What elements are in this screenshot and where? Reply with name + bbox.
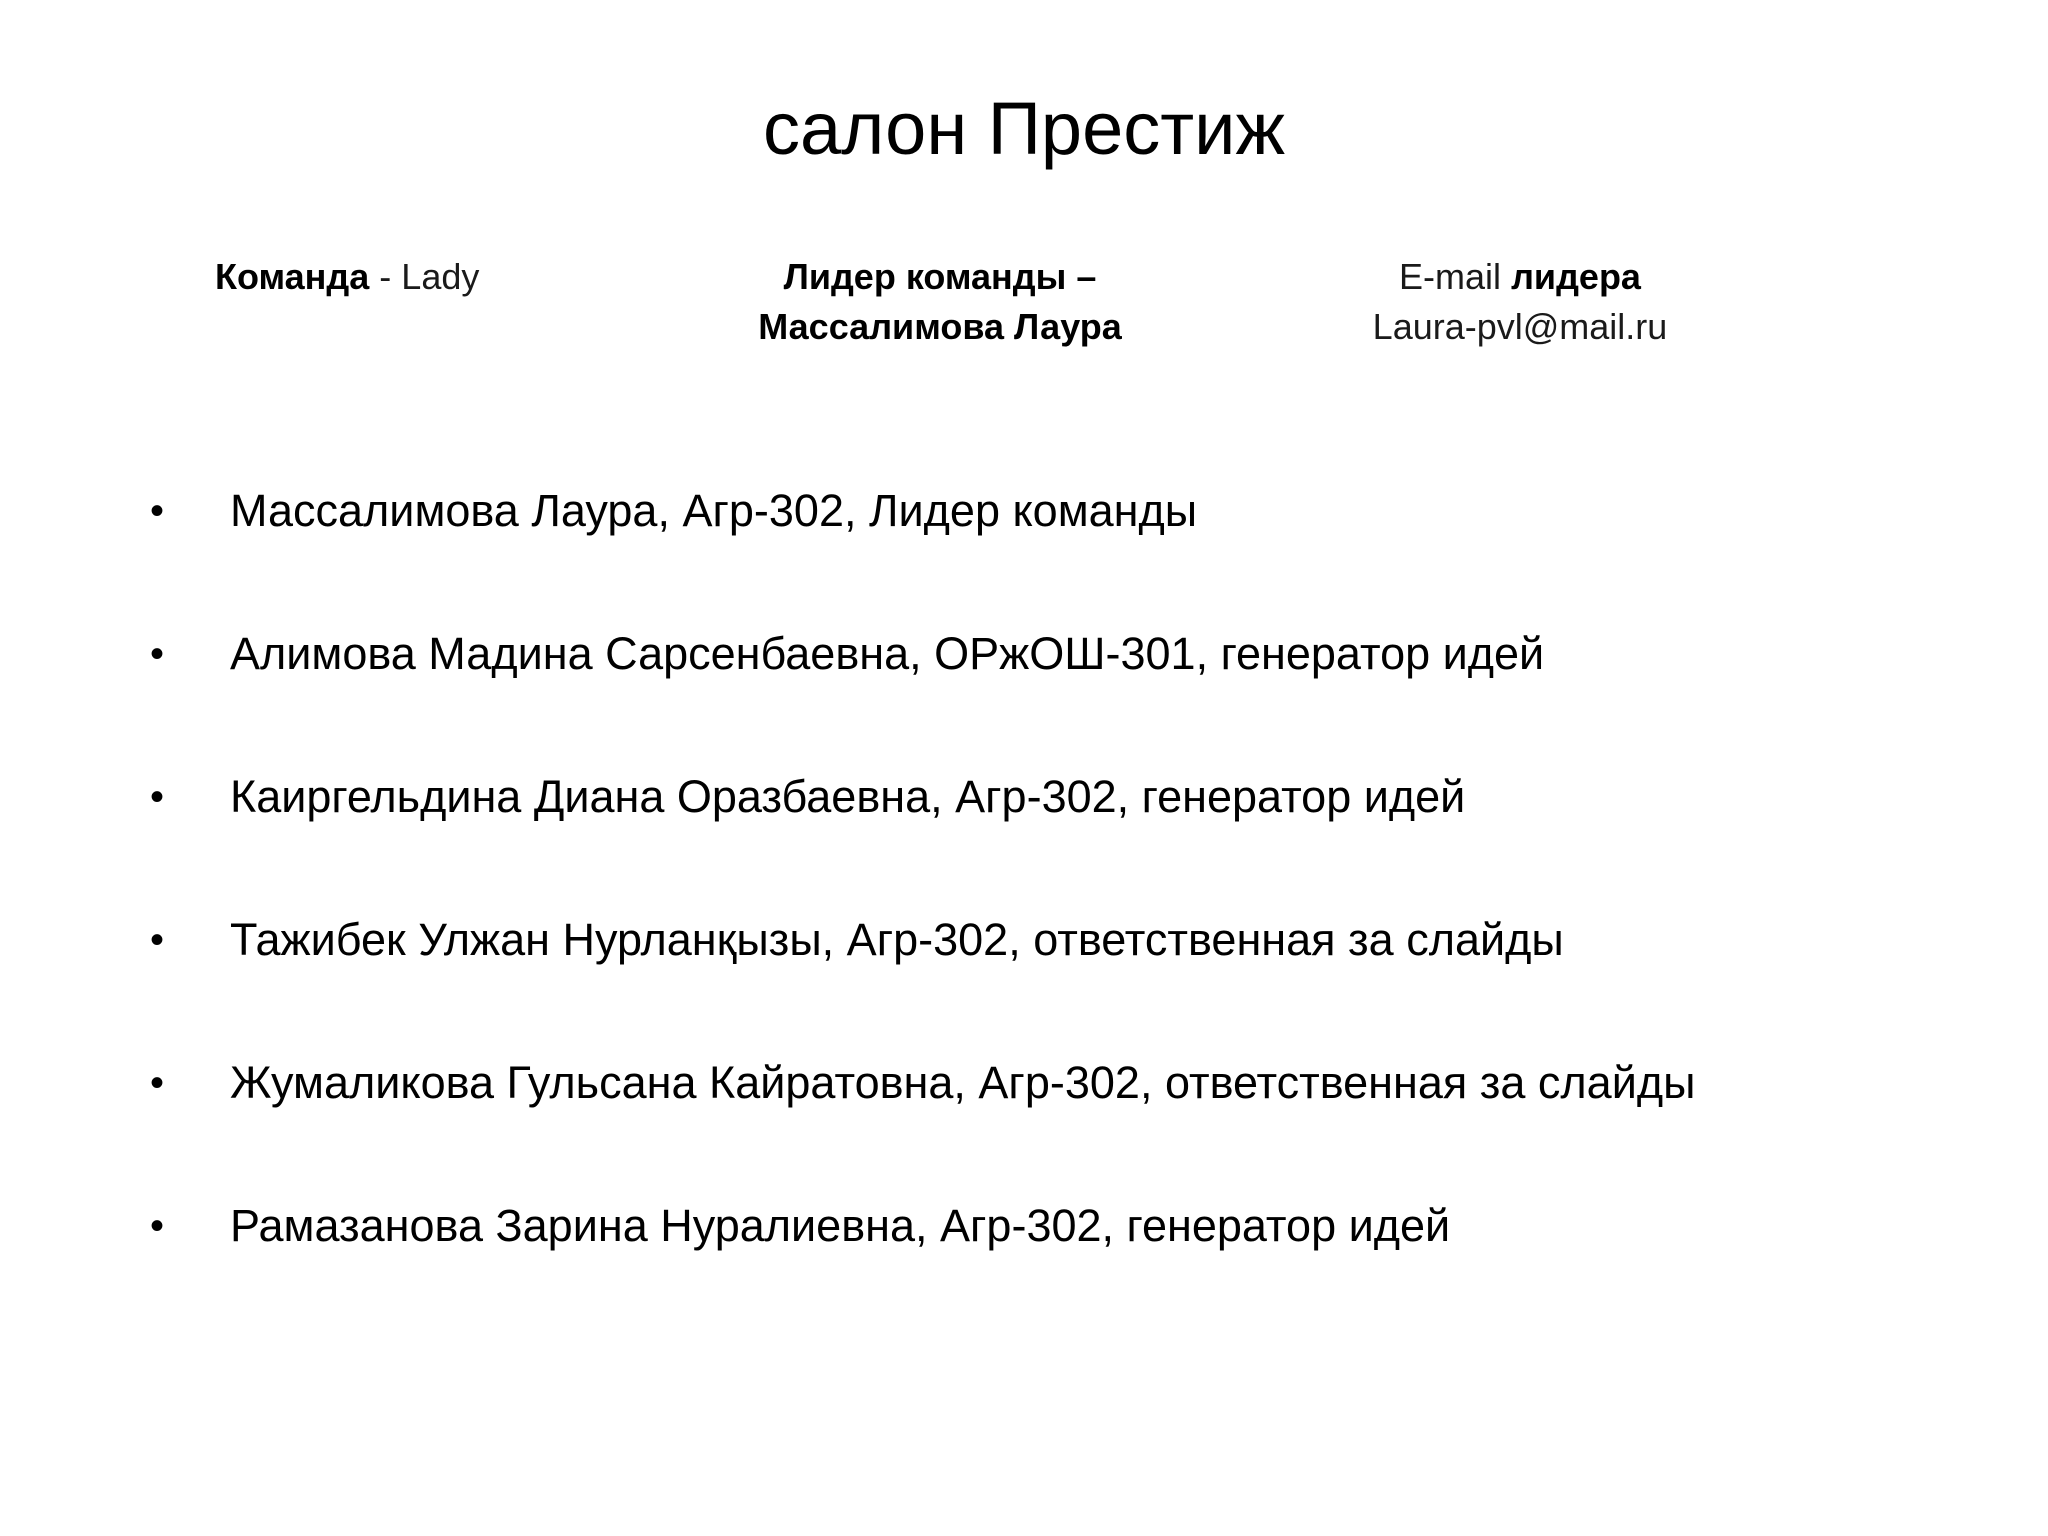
member-group-prefix: , Агр- [657, 485, 769, 536]
member-group-prefix: , Агр- [914, 1200, 1027, 1251]
bullet-icon: • [150, 1061, 165, 1105]
member-group-prefix: , ОРжОШ- [909, 628, 1121, 679]
leader-info [700, 252, 1180, 352]
bullet-icon: • [150, 775, 165, 819]
member-name: Рамазанова Зарина Нуралиевна [230, 1200, 915, 1251]
member-role: , ответственная за слайды [1008, 914, 1564, 965]
list-item [150, 1193, 2010, 1336]
member-group-number: 302 [1026, 1200, 1102, 1251]
list-item [150, 621, 2010, 764]
member-name: Каиргельдина Диана Оразбаевна [230, 771, 931, 822]
member-text [230, 478, 1197, 544]
member-group-number: 301 [1120, 628, 1196, 679]
bullet-icon: • [150, 632, 165, 676]
member-text [230, 764, 1465, 830]
team-label: Команда [215, 256, 370, 297]
member-role: , генератор идей [1195, 628, 1545, 679]
email-label [1280, 252, 1760, 302]
leader-label: Лидер команды – [783, 256, 1097, 297]
member-group-number: 302 [933, 914, 1009, 965]
leader-name: Массалимова Лаура [758, 306, 1122, 347]
member-role: , Лидер команды [843, 485, 1198, 536]
member-role: , генератор идей [1116, 771, 1466, 822]
bullet-icon: • [150, 918, 165, 962]
member-list [150, 478, 2010, 1336]
member-text [230, 907, 1564, 973]
member-name: Тажибек Улжан Нурланқызы [230, 914, 822, 965]
list-item [150, 1050, 2010, 1193]
member-group-prefix: , Агр- [953, 1057, 1065, 1108]
email-info [1280, 252, 1760, 352]
member-text [230, 621, 1544, 687]
member-role: , ответственная за слайды [1139, 1057, 1696, 1108]
member-group-number: 302 [768, 485, 844, 536]
list-item [150, 764, 2010, 907]
team-separator: - [369, 256, 402, 297]
email-label-prefix: E-mail [1399, 256, 1502, 297]
member-name: Алимова Мадина Сарсенбаевна [230, 628, 910, 679]
member-text [230, 1050, 1695, 1116]
list-item [150, 907, 2010, 1050]
bullet-icon: • [150, 1204, 165, 1248]
member-role: , генератор идей [1101, 1200, 1451, 1251]
team-name: Lady [401, 256, 480, 297]
member-group-number: 302 [1064, 1057, 1140, 1108]
member-name: Жумаликова Гульсана Кайратовна [230, 1057, 954, 1108]
member-group-number: 302 [1041, 771, 1117, 822]
member-group-prefix: , Агр- [821, 914, 934, 965]
team-info [215, 252, 515, 302]
slide-title: салон Престиж [763, 87, 1285, 170]
email-address: Laura-pvl@mail.ru [1372, 306, 1668, 347]
member-name: Массалимова Лаура [230, 485, 658, 536]
list-item [150, 478, 2010, 621]
bullet-icon: • [150, 489, 165, 533]
email-label-suffix: лидера [1501, 256, 1641, 297]
member-text [230, 1193, 1450, 1259]
member-group-prefix: , Агр- [930, 771, 1042, 822]
